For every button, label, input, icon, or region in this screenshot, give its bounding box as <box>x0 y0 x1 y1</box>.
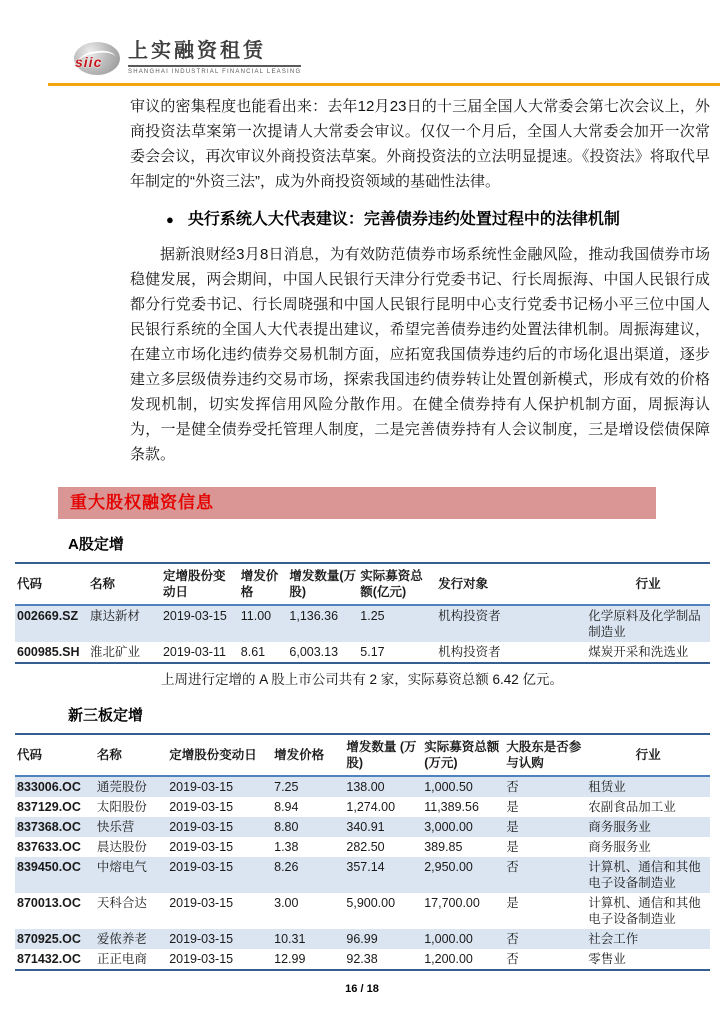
table-cell: 10.31 <box>274 932 306 946</box>
section-banner <box>58 487 656 519</box>
table-cell: 837633.OC <box>17 840 81 854</box>
table-cell: 农副食品加工业 <box>588 800 676 814</box>
table-cell: 2019-03-15 <box>169 780 234 794</box>
body-paragraph-1: 审议的密集程度也能看出来：去年12月23日的十三届全国人大常委会第七次会议上，外商投资法草案第一次提请人大常委会审议。仅仅一个月后，全国人大常委会加开一次常委会会议，再次审议外商投资法草案。外商投资法的立法明显提速。《投资法》将取代早年制定的“外资三法”，成为外商投资领域的基础性法律。 <box>130 98 710 190</box>
table-cell: 2019-03-15 <box>169 860 234 874</box>
table-cell: 机构投资者 <box>438 645 501 659</box>
table-cell: 2019-03-15 <box>169 820 234 834</box>
table-cell: 837368.OC <box>17 820 81 834</box>
table-cell: 零售业 <box>588 952 626 966</box>
table-cell: 计算机、通信和其他电子设备制造业 <box>588 860 701 890</box>
table-cell: 6,003.13 <box>289 645 339 659</box>
table-cell: 1.25 <box>360 609 385 623</box>
table-cell: 社会工作 <box>588 932 639 946</box>
table-cell: 1,136.36 <box>289 609 339 623</box>
a-share-header-row <box>15 563 710 605</box>
column-header: 名称 <box>95 734 167 776</box>
a-share-summary: 上周进行定增的 A 股上市公司共有 2 家，实际募资总额 6.42 亿元。 <box>160 672 564 687</box>
table-cell: 租赁业 <box>588 780 626 794</box>
column-header: 增发数量 (万股) <box>344 734 422 776</box>
column-header: 大股东是否参与认购 <box>504 734 586 776</box>
body-paragraph-2: 据新浪财经3月8日消息，为有效防范债券市场系统性金融风险，推动我国债券市场稳健发展，两会期间，中国人民银行天津分行党委书记、行长周振海、中国人民银行成都分行党委书记、行长周晓强和中国人民银行昆明中心支行党委书记杨小平三位中国人民银行系统的全国人大代表提出建议，希望完善债券违约处置法律机制。周振海建议，在建立市场化违约债券交易机制方面，应拓宽我国债券违约后的市场化退出渠道，逐步建立多层级债券违约交易市场，探索我国违约债券转让处置创新模式，形成有效的价格发现机制，切实发挥信用风险分散作用。在健全债券持有人保护机制方面，周振海认为，一是健全债券受托管理人制度，二是完善债券持有人会议制度，三是增设偿债保障条款。 <box>130 246 710 463</box>
neeq-table <box>15 733 710 971</box>
company-logo <box>74 40 724 75</box>
column-header: 代码 <box>15 563 88 605</box>
table-cell: 是 <box>506 820 519 834</box>
table-cell: 商务服务业 <box>588 840 651 854</box>
table-cell: 天科合达 <box>96 896 147 910</box>
table-row <box>15 949 710 970</box>
table-cell: 否 <box>506 952 519 966</box>
bullet-icon: ● <box>166 212 174 227</box>
table-row <box>15 642 710 663</box>
report-body <box>0 94 724 971</box>
table-cell: 淮北矿业 <box>89 645 140 659</box>
table-cell: 1,200.00 <box>424 952 473 966</box>
column-header: 行业 <box>586 734 710 776</box>
table-cell: 340.91 <box>346 820 385 834</box>
table-cell: 晨达股份 <box>96 840 147 854</box>
table-cell: 357.14 <box>346 860 385 874</box>
table-row <box>15 929 710 949</box>
table-cell: 7.25 <box>274 780 299 794</box>
neeq-table-container <box>15 733 710 971</box>
column-header: 实际募资总额(亿元) <box>358 563 436 605</box>
table-cell: 2019-03-15 <box>169 840 234 854</box>
logo-siic-text: siic <box>75 54 103 70</box>
company-name-en: SHANGHAI INDUSTRIAL FINANCIAL LEASING <box>128 69 302 75</box>
neeq-header-row <box>15 734 710 776</box>
table-row <box>15 893 710 929</box>
table-cell: 138.00 <box>346 780 385 794</box>
page-number: 16 / 18 <box>345 983 379 995</box>
table-cell: 1.38 <box>274 840 299 854</box>
table-cell: 爱侬养老 <box>96 932 147 946</box>
table-cell: 837129.OC <box>17 800 81 814</box>
table-row <box>15 857 710 893</box>
table-cell: 商务服务业 <box>588 820 651 834</box>
page-header <box>0 0 724 75</box>
section-banner-title: 重大股权融资信息 <box>70 493 214 512</box>
table-cell: 96.99 <box>346 932 378 946</box>
column-header: 实际募资总额(万元) <box>422 734 504 776</box>
table-cell: 2019-03-15 <box>169 800 234 814</box>
column-header: 行业 <box>586 563 710 605</box>
table-cell: 否 <box>506 780 519 794</box>
table-cell: 870925.OC <box>17 932 81 946</box>
table-row <box>15 776 710 797</box>
table-cell: 8.94 <box>274 800 299 814</box>
table-cell: 8.61 <box>240 645 266 659</box>
table-cell: 11,389.56 <box>424 800 479 814</box>
table-cell: 太阳股份 <box>96 800 147 814</box>
table-cell: 煤炭开采和洗选业 <box>588 645 689 659</box>
table-cell: 3.00 <box>274 896 299 910</box>
table-cell: 92.38 <box>346 952 378 966</box>
column-header: 名称 <box>88 563 161 605</box>
table-cell: 快乐营 <box>96 820 135 834</box>
table-cell: 康达新材 <box>89 609 140 623</box>
table-cell: 8.80 <box>274 820 299 834</box>
table-cell: 2019-03-15 <box>169 952 234 966</box>
column-header: 代码 <box>15 734 95 776</box>
table-cell: 2019-03-15 <box>162 609 227 623</box>
table-cell: 正正电商 <box>96 952 147 966</box>
table-cell: 870013.OC <box>17 896 81 910</box>
table-cell: 否 <box>506 860 519 874</box>
table-cell: 计算机、通信和其他电子设备制造业 <box>588 896 701 926</box>
a-share-heading: A股定增 <box>68 536 124 553</box>
column-header: 发行对象 <box>436 563 586 605</box>
table-cell: 2019-03-11 <box>162 645 226 659</box>
table-cell: 2019-03-15 <box>169 896 234 910</box>
a-share-table <box>15 562 710 664</box>
siic-globe-icon <box>74 42 120 75</box>
table-cell: 3,000.00 <box>424 820 473 834</box>
a-share-table-container <box>15 562 710 664</box>
table-cell: 282.50 <box>346 840 385 854</box>
table-row <box>15 605 710 642</box>
table-cell: 1,274.00 <box>346 800 396 814</box>
table-cell: 1,000.00 <box>424 932 473 946</box>
table-cell: 5.17 <box>360 645 385 659</box>
column-header: 增发价格 <box>272 734 344 776</box>
table-cell: 839450.OC <box>17 860 81 874</box>
neeq-heading: 新三板定增 <box>68 707 144 724</box>
bullet-heading-text: 央行系统人大代表建议：完善债券违约处置过程中的法律机制 <box>187 211 620 228</box>
table-row <box>15 837 710 857</box>
table-cell: 2,950.00 <box>424 860 473 874</box>
table-cell: 1,000.50 <box>424 780 473 794</box>
table-cell: 17,700.00 <box>424 896 480 910</box>
page-footer <box>0 983 724 995</box>
table-cell: 8.26 <box>274 860 299 874</box>
table-row <box>15 797 710 817</box>
company-name-cn: 上实融资租赁 <box>128 40 301 67</box>
table-cell: 是 <box>506 840 519 854</box>
table-cell: 是 <box>506 800 519 814</box>
bullet-list-item <box>166 204 710 236</box>
table-cell: 中熔电气 <box>96 860 147 874</box>
table-cell: 化学原料及化学制品制造业 <box>588 609 701 639</box>
table-row <box>15 817 710 837</box>
header-divider <box>48 83 720 86</box>
column-header: 定增股份变动日 <box>167 734 272 776</box>
column-header: 增发数量(万股) <box>287 563 358 605</box>
table-cell: 389.85 <box>424 840 463 854</box>
table-cell: 机构投资者 <box>438 609 501 623</box>
table-cell: 871432.OC <box>17 952 81 966</box>
table-cell: 否 <box>506 932 519 946</box>
table-cell: 5,900.00 <box>346 896 396 910</box>
table-cell: 是 <box>506 896 519 910</box>
table-cell: 11.00 <box>240 609 272 623</box>
table-cell: 600985.SH <box>17 645 80 659</box>
table-cell: 833006.OC <box>17 780 81 794</box>
table-cell: 002669.SZ <box>17 609 79 623</box>
table-cell: 通莞股份 <box>96 780 147 794</box>
table-cell: 2019-03-15 <box>169 932 234 946</box>
logo-text-block <box>128 40 301 75</box>
column-header: 增发价格 <box>239 563 288 605</box>
table-cell: 12.99 <box>274 952 306 966</box>
column-header: 定增股份变动日 <box>161 563 239 605</box>
